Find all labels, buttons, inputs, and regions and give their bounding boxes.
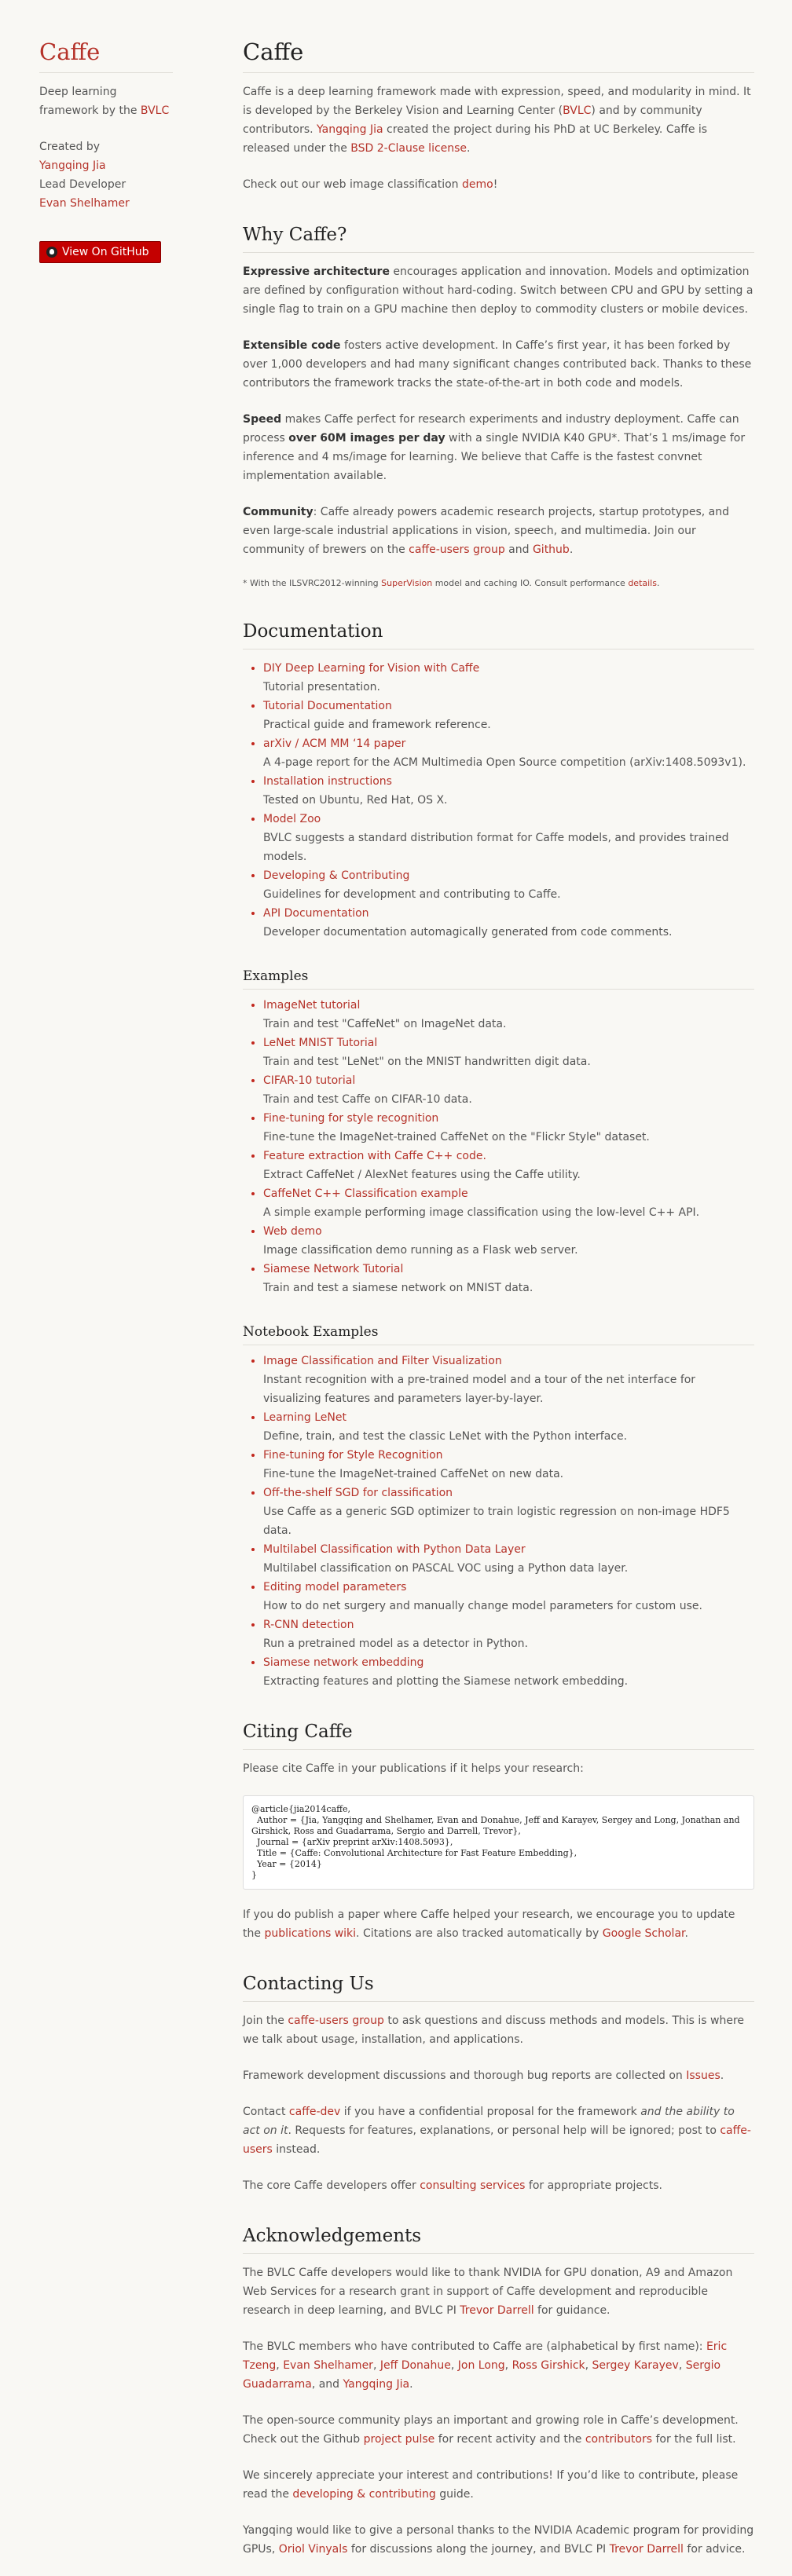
- notebook-link[interactable]: R-CNN detection: [263, 1619, 354, 1631]
- text: .: [409, 2378, 413, 2391]
- site-title[interactable]: [39, 36, 173, 73]
- text: . Citations are also tracked automatically by: [356, 1927, 603, 1940]
- doc-description: Tutorial presentation.: [263, 681, 380, 693]
- consulting-services-link[interactable]: consulting services: [420, 2179, 526, 2192]
- doc-link[interactable]: Developing & Contributing: [263, 869, 410, 882]
- sidebar-credits: [39, 137, 173, 213]
- oriol-vinyals-link[interactable]: Oriol Vinyals: [278, 2543, 348, 2556]
- list-item: [263, 1109, 754, 1147]
- extensible-label: Extensible code: [243, 339, 341, 352]
- example-description: Train and test "LeNet" on the MNIST handwritten digit data.: [263, 1056, 591, 1068]
- doc-description: Guidelines for development and contributing to Caffe.: [263, 888, 561, 901]
- community-paragraph: [243, 503, 754, 559]
- notebook-description: Define, train, and test the classic LeNet with the Python interface.: [263, 1430, 628, 1443]
- main-content: [243, 36, 754, 2576]
- example-link[interactable]: Siamese Network Tutorial: [263, 1263, 404, 1275]
- list-item: [263, 810, 754, 866]
- list-item: [263, 1222, 754, 1260]
- text: and: [504, 543, 533, 556]
- supervision-link[interactable]: SuperVision: [381, 578, 433, 588]
- text: The core Caffe developers offer: [243, 2179, 420, 2192]
- notebook-description: Use Caffe as a generic SGD optimizer to train logistic regression on non-image HDF5 data.: [263, 1506, 730, 1537]
- sidebar-tagline: [39, 82, 173, 120]
- text: .: [720, 2069, 724, 2082]
- text: .: [467, 142, 471, 155]
- example-description: Fine-tune the ImageNet-trained CaffeNet on the "Flickr Style" dataset.: [263, 1131, 650, 1143]
- list-item: [263, 1484, 754, 1540]
- text: if you have a confidential proposal for the framework: [340, 2106, 641, 2118]
- tagline-text: Deep learning framework by the: [39, 86, 141, 117]
- example-link[interactable]: ImageNet tutorial: [263, 999, 361, 1012]
- contributors-link[interactable]: contributors: [585, 2433, 652, 2446]
- text: Caffe is a deep learning framework made with expression, speed, and modularity in mind. It is developed by the Berkeley Vision and Learning Center (: [243, 86, 751, 117]
- google-scholar-link[interactable]: Google Scholar: [602, 1927, 685, 1940]
- text: Contact: [243, 2106, 289, 2118]
- text: * With the ILSVRC2012-winning: [243, 578, 382, 588]
- member-link[interactable]: Jeff Donahue: [380, 2359, 451, 2372]
- doc-link[interactable]: Tutorial Documentation: [263, 700, 392, 712]
- text: We sincerely appreciate your interest and contributions! If you’d like to contribute, please read the: [243, 2469, 739, 2501]
- text: Join the: [243, 2014, 288, 2027]
- list-item: [263, 1071, 754, 1109]
- notebook-link[interactable]: Learning LeNet: [263, 1411, 346, 1424]
- example-link[interactable]: LeNet MNIST Tutorial: [263, 1037, 378, 1049]
- member-link[interactable]: Eric Tzeng: [243, 2340, 728, 2372]
- text: Check out our web image classification: [243, 178, 463, 191]
- expressive-paragraph: [243, 262, 754, 319]
- text: model and caching IO. Consult performance: [432, 578, 629, 588]
- notebook-description: Fine-tune the ImageNet-trained CaffeNet on new data.: [263, 1468, 564, 1480]
- publications-wiki-link[interactable]: publications wiki: [264, 1927, 357, 1940]
- caffe-users-group-link[interactable]: caffe-users group: [409, 543, 505, 556]
- notebook-description: Multilabel classification on PASCAL VOC using a Python data layer.: [263, 1562, 629, 1575]
- doc-link[interactable]: API Documentation: [263, 907, 369, 920]
- site-title-link[interactable]: Caffe: [39, 38, 101, 65]
- acknowledgements-heading: Acknowledgements: [243, 2222, 754, 2254]
- ack-paragraph-3: [243, 2411, 754, 2449]
- developing-contributing-link[interactable]: developing & contributing: [292, 2488, 436, 2501]
- list-item: [263, 904, 754, 942]
- text: for guidance.: [534, 2304, 610, 2317]
- trevor-darrell-link[interactable]: Trevor Darrell: [609, 2543, 684, 2556]
- text: . Requests for features, explanations, or personal help will be ignored; post to: [288, 2124, 720, 2137]
- list-item: [263, 697, 754, 734]
- why-caffe-heading: Why Caffe?: [243, 221, 754, 253]
- contact-paragraph-1: [243, 2011, 754, 2049]
- created-by-label: Created by: [39, 141, 101, 153]
- text: !: [493, 178, 498, 191]
- text: fosters active development. In Caffe’s first year, it has been forked by over 1,000 developers and had many significant changes contributed back. Thanks to these contributors the framework tracks the state-of-the-art in both code and models.: [243, 339, 752, 390]
- speed-label: Speed: [243, 413, 282, 426]
- list-item: [263, 1260, 754, 1297]
- list-item: [263, 734, 754, 772]
- trevor-darrell-link[interactable]: Trevor Darrell: [460, 2304, 534, 2317]
- text: .: [684, 1927, 688, 1940]
- example-description: Image classification demo running as a Flask web server.: [263, 1244, 578, 1257]
- doc-description: Practical guide and framework reference.: [263, 719, 491, 731]
- text: The BVLC members who have contributed to Caffe are (alphabetical by first name):: [243, 2340, 706, 2353]
- caffe-dev-link[interactable]: caffe-dev: [288, 2106, 341, 2118]
- notebook-description: Instant recognition with a pre-trained model and a tour of the net interface for visualizing features and parameters layer-by-layer.: [263, 1374, 696, 1405]
- github-link[interactable]: Github: [532, 543, 570, 556]
- text: ) and by community contributors.: [243, 104, 702, 136]
- text: Yangqing would like to give a personal thanks to the NVIDIA Academic program for providing GPUs,: [243, 2524, 754, 2556]
- images-per-day: over 60M images per day: [288, 432, 446, 445]
- issues-link[interactable]: Issues: [686, 2069, 720, 2082]
- performance-details-link[interactable]: details: [628, 578, 657, 588]
- yangqing-jia-link[interactable]: Yangqing Jia: [317, 123, 383, 136]
- list-item: [263, 1615, 754, 1653]
- lead-developer-label: Lead Developer: [39, 178, 126, 191]
- notebook-link[interactable]: Off-the-shelf SGD for classification: [263, 1487, 453, 1499]
- bibtex-block[interactable]: @article{jia2014caffe, Author = {Jia, Yangqing and Shelhamer, Evan and Donahue, Jeff and Karayev, Sergey and Long, Jonathan and Girshick, Ross and Guadarrama, Sergio and Darrell, Trevor}, Journal = {arXiv preprint arXiv:1408.5093}, Title = {Caffe: Convolutional Architecture for Fast Feature Embedding}, Year = {2014} }: [243, 1795, 754, 1890]
- creator-link[interactable]: Yangqing Jia: [39, 159, 106, 172]
- text: for advice.: [683, 2543, 746, 2556]
- examples-heading: Examples: [243, 965, 754, 990]
- lead-developer-link[interactable]: Evan Shelhamer: [39, 197, 130, 210]
- citing-caffe-heading: Citing Caffe: [243, 1718, 754, 1750]
- speed-paragraph: [243, 410, 754, 485]
- doc-description: Tested on Ubuntu, Red Hat, OS X.: [263, 794, 448, 807]
- doc-link[interactable]: Model Zoo: [263, 813, 321, 825]
- contacting-us-heading: Contacting Us: [243, 1970, 754, 2002]
- project-pulse-link[interactable]: project pulse: [363, 2433, 435, 2446]
- doc-link[interactable]: Installation instructions: [263, 775, 392, 788]
- ack-paragraph-5: [243, 2521, 754, 2559]
- example-link[interactable]: CaffeNet C++ Classification example: [263, 1187, 468, 1200]
- text: : Caffe already powers academic research projects, startup prototypes, and even large-scale industrial applications in vision, speech, and multimedia. Join our community of brewers on the: [243, 506, 730, 556]
- notebook-link[interactable]: Fine-tuning for Style Recognition: [263, 1449, 443, 1462]
- citing-intro: Please cite Caffe in your publications if it helps your research:: [243, 1762, 584, 1775]
- citing-paragraph: [243, 1905, 754, 1943]
- bvlc-link[interactable]: BVLC: [563, 104, 592, 117]
- notebook-description: How to do net surgery and manually change model parameters for custom use.: [263, 1600, 702, 1612]
- list-item: [263, 1034, 754, 1071]
- bsd-license-link[interactable]: BSD 2-Clause license: [350, 142, 468, 155]
- text: instead.: [272, 2143, 321, 2156]
- member-link[interactable]: Sergey Karayev: [592, 2359, 679, 2372]
- notebook-description: Extracting features and plotting the Siamese network embedding.: [263, 1675, 629, 1688]
- text: for recent activity and the: [434, 2433, 585, 2446]
- page-title: Caffe: [243, 36, 754, 73]
- notebook-link[interactable]: Siamese network embedding: [263, 1656, 424, 1669]
- text: makes Caffe perfect for research experiments and industry deployment. Caffe can process: [243, 413, 739, 445]
- documentation-list: [263, 659, 754, 942]
- member-link[interactable]: Ross Girshick: [512, 2359, 585, 2372]
- example-link[interactable]: CIFAR-10 tutorial: [263, 1074, 356, 1087]
- notebook-examples-heading: Notebook Examples: [243, 1321, 754, 1345]
- example-description: Train and test a siamese network on MNIST data.: [263, 1282, 534, 1294]
- list-item: [263, 1578, 754, 1615]
- text: Framework development discussions and thorough bug reports are collected on: [243, 2069, 687, 2082]
- caffe-users-link[interactable]: caffe-users: [243, 2124, 751, 2156]
- text: guide.: [435, 2488, 474, 2501]
- notebook-description: Run a pretrained model as a detector in Python.: [263, 1637, 528, 1650]
- member-link[interactable]: Jon Long: [457, 2359, 505, 2372]
- github-icon: [46, 247, 57, 258]
- list-item: [263, 772, 754, 810]
- example-link[interactable]: Feature extraction with Caffe C++ code.: [263, 1150, 486, 1162]
- list-item: [263, 1408, 754, 1446]
- list-item: [263, 1446, 754, 1484]
- doc-link[interactable]: DIY Deep Learning for Vision with Caffe: [263, 662, 480, 675]
- intro-paragraph: [243, 82, 754, 158]
- list-item: [263, 1540, 754, 1578]
- example-description: Train and test Caffe on CIFAR-10 data.: [263, 1093, 472, 1106]
- ack-paragraph-4: [243, 2466, 754, 2504]
- examples-list: [263, 996, 754, 1297]
- performance-footnote: [243, 576, 754, 591]
- list-item: [263, 659, 754, 697]
- view-on-github-label: View On GitHub: [62, 246, 149, 258]
- member-link[interactable]: Yangqing Jia: [343, 2378, 410, 2391]
- list-item: [263, 996, 754, 1034]
- notebook-link[interactable]: Image Classification and Filter Visualization: [263, 1355, 502, 1367]
- example-link[interactable]: Web demo: [263, 1225, 322, 1238]
- text: encourages application and innovation. Models and optimization are defined by configuration without hard-coding. Switch between CPU and GPU by setting a single flag to train on a GPU machine then deploy to commodity clusters or mobile devices.: [243, 265, 754, 316]
- caffe-users-group-link[interactable]: caffe-users group: [288, 2014, 384, 2027]
- demo-paragraph: [243, 175, 754, 194]
- text: The BVLC Caffe developers would like to thank NVIDIA for GPU donation, A9 and Amazon Web Services for a research grant in support of Caffe development and reproducible research in deep learning, and BVLC PI: [243, 2267, 733, 2317]
- list-item: [263, 1653, 754, 1691]
- text: to ask questions and discuss methods and models. This is where we talk about usage, installation, and applications.: [243, 2014, 745, 2046]
- doc-description: BVLC suggests a standard distribution format for Caffe models, and provides trained models.: [263, 832, 729, 863]
- member-link[interactable]: Evan Shelhamer: [283, 2359, 373, 2372]
- text: for discussions along the journey, and BVLC PI: [347, 2543, 610, 2556]
- list-item: [263, 1352, 754, 1408]
- example-description: Extract CaffeNet / AlexNet features using the Caffe utility.: [263, 1169, 581, 1181]
- contact-paragraph-4: [243, 2176, 754, 2195]
- list-item: [263, 866, 754, 904]
- notebook-link[interactable]: Multilabel Classification with Python Data Layer: [263, 1543, 526, 1556]
- ack-paragraph-2: The BVLC members who have contributed to Caffe are (alphabetical by first name): Eric Tzeng, Evan Shelhamer, Jeff Donahue, Jon Long, Ross Girshick, Sergey Karayev, Sergio Guadarrama, and Yangqing Jia.: [243, 2340, 728, 2391]
- doc-description: Developer documentation automagically generated from code comments.: [263, 926, 673, 939]
- expressive-label: Expressive architecture: [243, 265, 390, 278]
- bvlc-link[interactable]: BVLC: [140, 104, 170, 117]
- extensible-paragraph: [243, 336, 754, 393]
- member-link[interactable]: Sergio Guadarrama: [243, 2359, 721, 2391]
- text: If you do publish a paper where Caffe helped your research, we encourage you to update the: [243, 1908, 735, 1940]
- community-label: Community: [243, 506, 314, 518]
- example-link[interactable]: Fine-tuning for style recognition: [263, 1112, 439, 1125]
- text: for appropriate projects.: [525, 2179, 662, 2192]
- text: .: [569, 543, 574, 556]
- ack-paragraph-1: [243, 2263, 754, 2320]
- example-description: Train and test "CaffeNet" on ImageNet data.: [263, 1018, 507, 1030]
- list-item: [263, 1184, 754, 1222]
- doc-link[interactable]: arXiv / ACM MM ‘14 paper: [263, 737, 406, 750]
- notebook-link[interactable]: Editing model parameters: [263, 1581, 407, 1594]
- text: .: [656, 578, 660, 588]
- sidebar: [39, 36, 173, 264]
- doc-description: A 4-page report for the ACM Multimedia Open Source competition (arXiv:1408.5093v1).: [263, 756, 746, 769]
- demo-link[interactable]: demo: [462, 178, 493, 191]
- notebook-examples-list: [263, 1352, 754, 1691]
- text: created the project during his PhD at UC Berkeley. Caffe is released under the: [243, 123, 708, 155]
- view-on-github-button[interactable]: [39, 241, 161, 263]
- text: with a single NVIDIA K40 GPU*. That’s 1 ms/image for inference and 4 ms/image for learning. We believe that Caffe is the fastest convnet implementation available.: [243, 432, 746, 482]
- text: , and: [311, 2378, 343, 2391]
- list-item: [263, 1147, 754, 1184]
- text: for the full list.: [652, 2433, 736, 2446]
- contact-paragraph-3: [243, 2102, 754, 2159]
- text: The open-source community plays an important and growing role in Caffe’s development. Check out the Github: [243, 2414, 739, 2446]
- documentation-heading: Documentation: [243, 617, 754, 649]
- contact-paragraph-2: [243, 2066, 754, 2085]
- example-description: A simple example performing image classification using the low-level C++ API.: [263, 1206, 700, 1219]
- emphasis-text: and the ability to act on it: [243, 2106, 735, 2137]
